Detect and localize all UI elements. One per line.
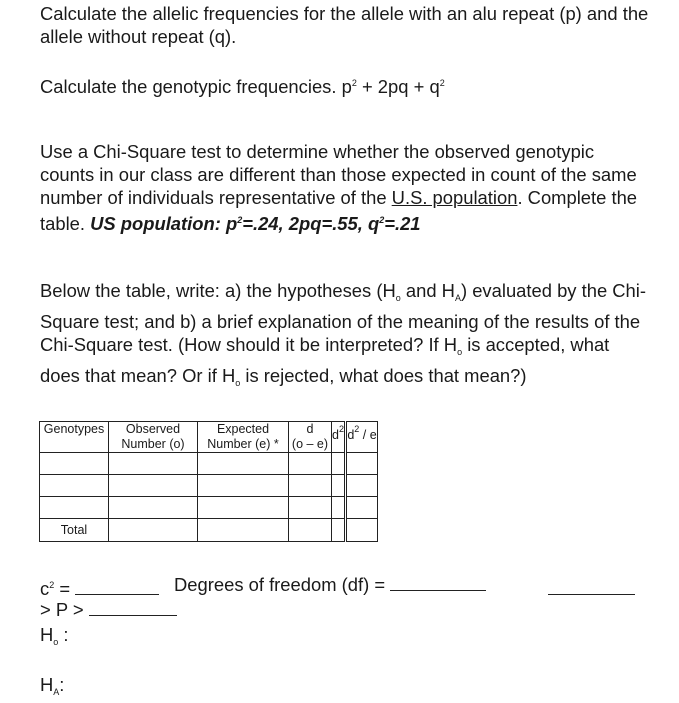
q3-sup-a: 2 xyxy=(237,215,243,225)
extra-blank[interactable] xyxy=(548,580,635,595)
header-observed xyxy=(109,422,198,453)
table-row xyxy=(40,453,378,475)
cell-d2-2[interactable] xyxy=(332,475,346,497)
header-d2-sup: 2 xyxy=(338,424,344,434)
chi-square-table xyxy=(39,421,378,542)
cell-d2-total[interactable] xyxy=(332,519,346,542)
header-expected-line2: Number (e) * xyxy=(207,437,279,451)
chi-square-result-line xyxy=(40,574,159,600)
cell-d-total[interactable] xyxy=(289,519,332,542)
chi-sup: 2 xyxy=(49,580,55,590)
header-d2e-rest: / e xyxy=(359,428,377,442)
h0-label: H xyxy=(40,624,54,645)
cell-expected-2[interactable] xyxy=(198,475,289,497)
question-allelic-frequencies xyxy=(40,2,650,48)
cell-expected-3[interactable] xyxy=(198,497,289,519)
cell-d2-1[interactable] xyxy=(332,453,346,475)
cell-observed-total[interactable] xyxy=(109,519,198,542)
header-d-squared xyxy=(332,422,346,453)
header-expected-line1: Expected xyxy=(216,422,270,436)
header-observed-line1: Observed xyxy=(125,422,181,436)
header-d2-d: d xyxy=(332,428,339,442)
cell-genotype-3[interactable] xyxy=(40,497,109,519)
alternative-hypothesis-line xyxy=(40,674,64,703)
h0-sub: o xyxy=(53,637,59,647)
total-label-text: Total xyxy=(60,523,88,537)
q2-mid: + 2pq + q xyxy=(356,76,440,97)
q3-bold-1: US population: p xyxy=(90,213,238,234)
q2-sup1: 2 xyxy=(351,78,357,88)
q2-sup2: 2 xyxy=(439,78,445,88)
q3-text-2: . Complete the table. xyxy=(40,187,638,234)
chi-label: c xyxy=(40,578,50,599)
q4-text-1: Below the table, write: a) the hypotheses (H xyxy=(40,280,396,301)
total-label xyxy=(40,519,109,542)
null-hypothesis-line xyxy=(40,624,69,653)
q3-bold-2: =.24, 2pq=.55, q xyxy=(242,213,380,234)
question-hypotheses xyxy=(40,279,650,395)
header-d2e-sup: 2 xyxy=(354,424,360,434)
header-genotypes-label: Genotypes xyxy=(43,422,105,436)
header-observed-line2: Number (o) xyxy=(121,437,185,451)
header-d-line1: d xyxy=(306,422,314,436)
cell-genotype-1[interactable] xyxy=(40,453,109,475)
q4-text-2: and H xyxy=(400,280,455,301)
p-value-blank[interactable] xyxy=(89,601,177,616)
table-total-row xyxy=(40,519,378,542)
q4-sub-a: A xyxy=(454,293,461,303)
q1-text: Calculate the allelic frequencies for the allele with an alu repeat (p) and the allele without repeat (q). xyxy=(40,3,649,47)
us-population-values xyxy=(90,213,420,234)
q3-sup-b: 2 xyxy=(379,215,385,225)
us-population-link: U.S. population xyxy=(391,187,518,208)
chi-square-blank[interactable] xyxy=(75,580,159,595)
header-d-line2: (o – e) xyxy=(291,437,329,451)
q2-text: Calculate the genotypic frequencies. p xyxy=(40,76,352,97)
table-row xyxy=(40,497,378,519)
cell-observed-2[interactable] xyxy=(109,475,198,497)
q3-text-1: Use a Chi-Square test to determine whether the observed genotypic counts in our class are different than those expected in count of the same number of individuals representative of the xyxy=(40,141,637,208)
q3-bold-3: =.21 xyxy=(384,213,421,234)
q4-sub-0: o xyxy=(395,293,401,303)
header-d-squared-over-e xyxy=(346,422,378,453)
cell-d-3[interactable] xyxy=(289,497,332,519)
header-d2e-d: d xyxy=(347,428,355,442)
cell-observed-1[interactable] xyxy=(109,453,198,475)
table-header-row xyxy=(40,422,378,453)
question-chi-square xyxy=(40,140,650,235)
p-value-line xyxy=(40,599,177,621)
cell-d2e-1[interactable] xyxy=(346,453,378,475)
q4-text-5: is rejected, what does that mean?) xyxy=(240,365,527,386)
ha-sub: A xyxy=(53,687,60,697)
q4-text-4: is accepted, what does that mean? Or if H xyxy=(40,334,610,386)
df-blank[interactable] xyxy=(390,576,486,591)
cell-d2e-2[interactable] xyxy=(346,475,378,497)
table-row xyxy=(40,475,378,497)
cell-d2-3[interactable] xyxy=(332,497,346,519)
cell-expected-1[interactable] xyxy=(198,453,289,475)
p-label: > P > xyxy=(40,599,89,620)
question-genotypic-frequencies xyxy=(40,72,650,98)
cell-observed-3[interactable] xyxy=(109,497,198,519)
header-expected xyxy=(198,422,289,453)
chi-eq: = xyxy=(54,578,76,599)
header-genotypes xyxy=(40,422,109,453)
degrees-of-freedom-line xyxy=(174,574,486,596)
ha-label: H xyxy=(40,674,54,695)
q4-sub-1: o xyxy=(457,347,463,357)
q4-text-3: ) evaluated by the Chi-Square test; and b) a brief explanation of the meaning of the results of the Chi-Square test. (How should it be interpreted? If H xyxy=(40,280,646,355)
cell-d2e-total[interactable] xyxy=(346,519,378,542)
ha-colon: : xyxy=(59,674,65,695)
h0-colon: : xyxy=(58,624,69,645)
cell-d2e-3[interactable] xyxy=(346,497,378,519)
header-d xyxy=(289,422,332,453)
df-label: Degrees of freedom (df) = xyxy=(174,574,391,595)
cell-expected-total[interactable] xyxy=(198,519,289,542)
q4-sub-2: o xyxy=(235,378,241,388)
cell-d-2[interactable] xyxy=(289,475,332,497)
cell-d-1[interactable] xyxy=(289,453,332,475)
cell-genotype-2[interactable] xyxy=(40,475,109,497)
